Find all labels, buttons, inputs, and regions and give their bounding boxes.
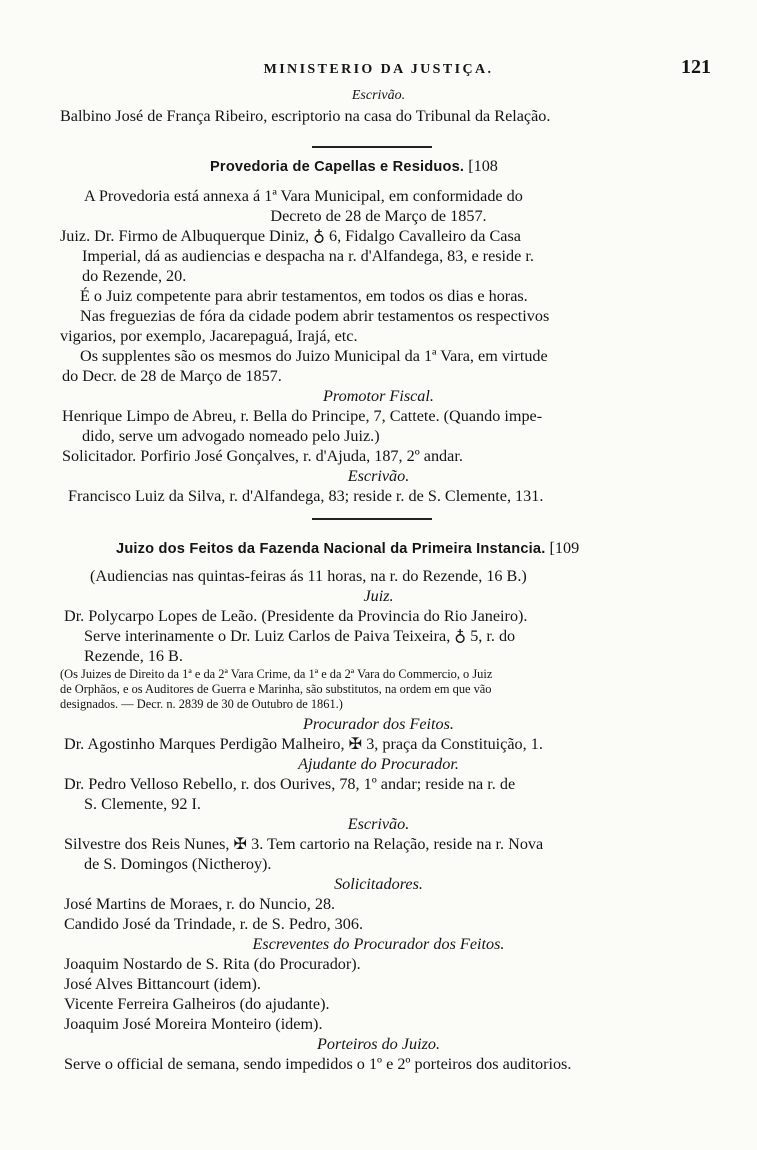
s108-subheading: Escrivão. xyxy=(347,467,410,485)
s109-line: Dr. Agostinho Marques Perdigão Malheiro, ✠ 3, praça da Constituição, 1. xyxy=(64,735,543,753)
s108-line: Henrique Limpo de Abreu, r. Bella do Principe, 7, Cattete. (Quando impe- xyxy=(62,407,543,425)
s108-line: É o Juiz competente para abrir testamentos, em todos os dias e horas. xyxy=(80,287,528,305)
s109-line: Joaquim José Moreira Monteiro (idem). xyxy=(64,1015,323,1033)
s109-line: Silvestre dos Reis Nunes, ✠ 3. Tem cartorio na Relação, reside na r. Nova xyxy=(64,835,544,853)
s109-line: Dr. Pedro Velloso Rebello, r. dos Ourives, 78, 1º andar; reside na r. de xyxy=(64,775,516,793)
s109-line: S. Clemente, 92 I. xyxy=(84,795,201,813)
s109-line: de S. Domingos (Nictheroy). xyxy=(84,855,272,873)
s109-line: (Audiencias nas quintas-feiras ás 11 horas, na r. do Rezende, 16 B.) xyxy=(90,567,527,585)
s109-subheading: Ajudante do Procurador. xyxy=(298,755,459,773)
page-number: 121 xyxy=(681,56,711,78)
s109-note: (Os Juizes de Direito da 1ª e da 2ª Vara Crime, da 1ª e da 2ª Vara do Commercio, o Juiz xyxy=(60,667,493,681)
s109-subheading: Procurador dos Feitos. xyxy=(303,715,454,733)
section-divider xyxy=(312,146,432,148)
s109-line: Candido José da Trindade, r. de S. Pedro, 306. xyxy=(64,915,364,933)
s108-line: Os supplentes são os mesmos do Juizo Municipal da 1ª Vara, em virtude xyxy=(80,347,548,365)
section-108-ref: [108 xyxy=(468,157,498,175)
s108-line: Juiz. Dr. Firmo de Albuquerque Diniz, ♁ 6, Fidalgo Cavalleiro da Casa xyxy=(60,227,521,245)
section-divider xyxy=(312,518,432,520)
s109-line: Serve o official de semana, sendo impedidos o 1º e 2º porteiros dos auditorios. xyxy=(64,1055,572,1073)
s109-subheading: Juiz. xyxy=(363,587,394,605)
s109-subheading: Escrivão. xyxy=(347,815,410,833)
s108-line: Francisco Luiz da Silva, r. d'Alfandega, 83; reside r. de S. Clemente, 131. xyxy=(68,487,544,505)
s109-line: Rezende, 16 B. xyxy=(84,647,183,665)
section-109-heading: Juizo dos Feitos da Fazenda Nacional da Primeira Instancia. xyxy=(116,541,546,557)
s109-line: Serve interinamente o Dr. Luiz Carlos de Paiva Teixeira, ♁ 5, r. do xyxy=(84,627,516,645)
section-108-heading: Provedoria de Capellas e Residuos. xyxy=(210,159,465,175)
s109-line: Vicente Ferreira Galheiros (do ajudante). xyxy=(64,995,330,1013)
s109-note: designados. — Decr. n. 2839 de 30 de Outubro de 1861.) xyxy=(60,697,343,711)
s109-line: José Martins de Moraes, r. do Nuncio, 28. xyxy=(64,895,336,913)
s109-line: José Alves Bittancourt (idem). xyxy=(64,975,261,993)
s109-subheading: Escreventes do Procurador dos Feitos. xyxy=(252,935,505,953)
s109-subheading: Porteiros do Juizo. xyxy=(316,1035,441,1053)
s109-line: Dr. Polycarpo Lopes de Leão. (Presidente da Provincia do Rio Janeiro). xyxy=(64,607,528,625)
s108-line: do Rezende, 20. xyxy=(82,267,187,285)
s109-note: de Orphãos, e os Auditores de Guerra e Marinha, são substitutos, na ordem em que vão xyxy=(60,682,492,696)
section-109-ref: [109 xyxy=(549,539,580,557)
s109-subheading: Solicitadores. xyxy=(334,875,423,893)
section-108-heading-row xyxy=(210,156,498,177)
s108-subheading: Promotor Fiscal. xyxy=(323,387,434,405)
s108-line: Nas freguezias de fóra da cidade podem abrir testamentos os respectivos xyxy=(80,307,550,325)
label-escrivao: Escrivão. xyxy=(351,88,406,103)
s108-line: Imperial, dá as audiencias e despacha na r. d'Alfandega, 83, e reside r. xyxy=(82,247,534,265)
section-109-heading-row xyxy=(116,538,579,559)
s108-line: Decreto de 28 de Março de 1857. xyxy=(270,207,487,225)
s108-line: A Provedoria está annexa á 1ª Vara Municipal, em conformidade do xyxy=(84,187,523,205)
s108-line: do Decr. de 28 de Março de 1857. xyxy=(62,367,282,385)
s108-line: Solicitador. Porfirio José Gonçalves, r. d'Ajuda, 187, 2º andar. xyxy=(62,447,463,465)
running-title: MINISTERIO DA JUSTIÇA. xyxy=(263,62,494,77)
s109-line: Joaquim Nostardo de S. Rita (do Procurador). xyxy=(64,955,361,973)
s108-line: dido, serve um advogado nomeado pelo Juiz.) xyxy=(82,427,380,445)
line-balbino: Balbino José de França Ribeiro, escriptorio na casa do Tribunal da Relação. xyxy=(60,107,551,125)
s108-line: vigarios, por exemplo, Jacarepaguá, Irajá, etc. xyxy=(60,327,358,345)
